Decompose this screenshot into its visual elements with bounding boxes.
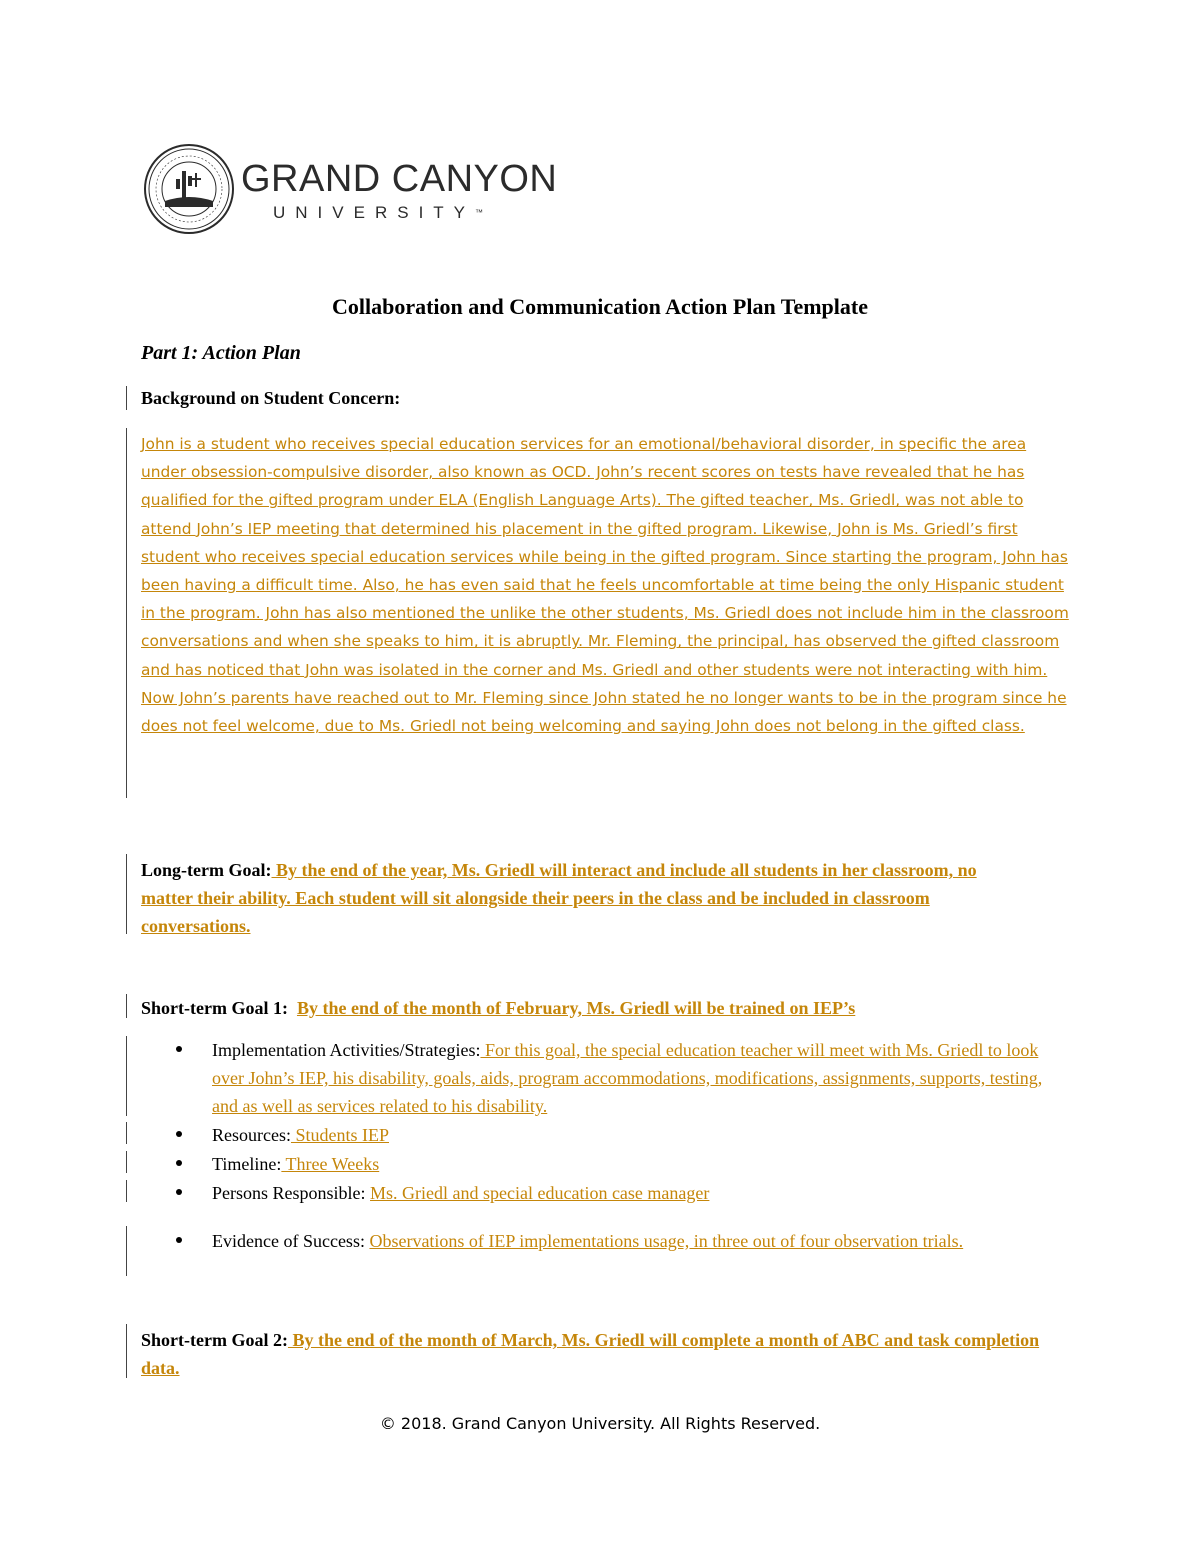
change-bar — [126, 994, 127, 1018]
background-text: John is a student who receives special education services for an emotional/behavioral disorder, in specific the area under obsession-compulsive disorder, also known as OCD. John’s recent scores on tests have revealed that he has qualified for the gifted program under ELA (English Language Arts). The gifted teacher, Ms. Griedl, was not able to attend John’s IEP meeting that determined his placement in the gifted program. Likewise, John is Ms. Griedl’s first student who receives special education services while being in the gifted program. Since starting the program, John has been having a difficult time. Also, he has even said that he feels uncomfortable at time being the only Hispanic student in the program. John has also mentioned the unlike the other students, Ms. Griedl does not include him in the classroom conversations and when she speaks to him, it is abruptly. Mr. Fleming, the principal, has observed the gifted classroom and has noticed that John was isolated in the corner and Ms. Griedl and other students were not interacting with him. Now John’s parents have reached out to Mr. Fleming since John stated he no longer wants to be in the program since he does not feel welcome, due to Ms. Griedl not being welcoming and saying John does not belong in the gifted class. — [141, 435, 1069, 736]
change-bar — [126, 1324, 127, 1378]
university-seal-icon — [143, 143, 235, 235]
change-bar — [126, 1226, 127, 1276]
change-bar — [126, 1122, 127, 1144]
part-title: Part 1: Action Plan — [141, 342, 301, 364]
item-label: Timeline: — [212, 1154, 282, 1174]
item-value: Three Weeks — [281, 1154, 380, 1174]
change-bar — [126, 386, 127, 410]
university-wordmark — [241, 157, 557, 225]
short-term-goal-1-text: By the end of the month of February, Ms. Griedl will be trained on IEP’s — [296, 998, 856, 1018]
long-term-goal-text: By the end of the year, Ms. Griedl will interact and include all students in her classroom, no matter their ability. Each student will sit alongside their peers in the class and be included in classroom conversations. — [141, 860, 977, 936]
background-heading: Background on Student Concern: — [141, 388, 401, 408]
logo-name-line1: GRAND CANYON — [241, 158, 558, 200]
short-term-goal-1 — [141, 994, 1041, 1022]
item-value: For this goal, the special education teacher will meet with Ms. Griedl to look over John’s IEP, his disability, goals, aids, program accommodations, modifications, assignments, supports, testing, and as well as services related to his disability. — [212, 1040, 1043, 1116]
short-term-goal-2 — [141, 1326, 1041, 1382]
item-value: Students IEP — [290, 1125, 389, 1145]
item-label: Evidence of Success: — [212, 1231, 365, 1251]
timeline-item — [212, 1150, 1062, 1178]
persons-responsible-item — [212, 1179, 1062, 1207]
item-value: Ms. Griedl and special education case manager — [370, 1183, 710, 1203]
item-value: Observations of IEP implementations usage, in three out of four observation trials. — [369, 1231, 964, 1251]
item-label: Resources: — [212, 1125, 291, 1145]
bullet-icon — [176, 1237, 182, 1243]
change-bar — [126, 1151, 127, 1173]
bullet-icon — [176, 1046, 182, 1052]
evidence-of-success-item — [212, 1227, 1062, 1255]
logo-name-line2: UNIVERSITY™ — [273, 203, 484, 222]
university-logo — [143, 143, 558, 239]
bullet-icon — [176, 1131, 182, 1137]
change-bar — [126, 428, 127, 798]
short-term-goal-2-label: Short-term Goal 2: — [141, 1330, 288, 1350]
short-term-goal-1-label: Short-term Goal 1: — [141, 998, 288, 1018]
document-title: Collaboration and Communication Action Plan Template — [331, 294, 868, 319]
long-term-goal-label: Long-term Goal: — [141, 860, 272, 880]
item-label: Implementation Activities/Strategies: — [212, 1040, 481, 1060]
bullet-icon — [176, 1189, 182, 1195]
change-bar — [126, 1036, 127, 1116]
implementation-item — [212, 1036, 1062, 1120]
copyright-footer: © 2018. Grand Canyon University. All Rights Reserved. — [379, 1414, 821, 1433]
resources-item — [212, 1121, 1062, 1149]
item-label: Persons Responsible: — [212, 1183, 366, 1203]
short-term-goal-2-text: By the end of the month of March, Ms. Griedl will complete a month of ABC and task completion data. — [141, 1330, 1040, 1378]
long-term-goal — [141, 856, 1031, 940]
trademark-mark: ™ — [475, 208, 484, 217]
change-bar — [126, 1180, 127, 1202]
change-bar — [126, 854, 127, 934]
bullet-icon — [176, 1160, 182, 1166]
